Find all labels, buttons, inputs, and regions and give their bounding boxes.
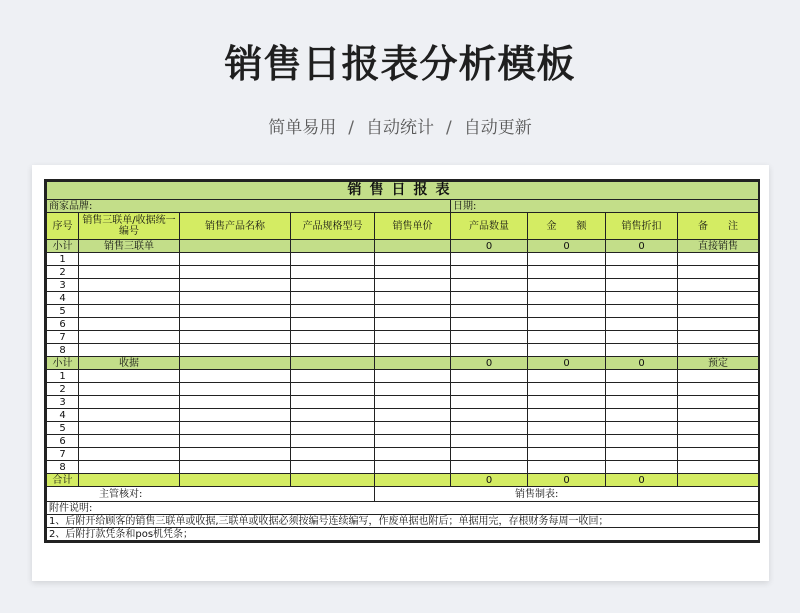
data-cell[interactable] [291,344,375,357]
data-cell[interactable] [375,318,451,331]
data-cell[interactable] [451,318,528,331]
signature-row [47,487,759,502]
data-cell[interactable] [180,448,291,461]
subtotal-quantity: 0 [451,240,528,253]
total-row [47,474,759,487]
data-cell[interactable] [678,253,759,266]
data-cell[interactable] [528,344,606,357]
data-cell[interactable] [79,305,180,318]
data-cell[interactable] [180,409,291,422]
table-row [47,383,759,396]
data-cell[interactable] [606,331,678,344]
row-number: 1 [47,253,79,266]
data-cell[interactable] [291,448,375,461]
subtotal-row [47,240,759,253]
cell[interactable] [375,474,451,487]
data-cell[interactable] [79,266,180,279]
row-number: 7 [47,331,79,344]
data-cell[interactable] [678,292,759,305]
data-cell[interactable] [375,292,451,305]
data-cell[interactable] [291,331,375,344]
data-cell[interactable] [291,318,375,331]
data-cell[interactable] [528,435,606,448]
data-cell[interactable] [180,422,291,435]
data-cell[interactable] [180,331,291,344]
subtotal-quantity: 0 [451,357,528,370]
data-cell[interactable] [291,409,375,422]
data-cell[interactable] [678,409,759,422]
date-label: 日期: [451,200,759,213]
note-row [47,528,759,541]
data-cell[interactable] [375,422,451,435]
data-cell[interactable] [678,461,759,474]
data-cell[interactable] [291,435,375,448]
data-cell[interactable] [451,279,528,292]
cell[interactable] [180,357,291,370]
row-number: 7 [47,448,79,461]
data-cell[interactable] [180,396,291,409]
column-header: 销售产品名称 [180,213,291,240]
data-cell[interactable] [375,435,451,448]
data-cell[interactable] [451,396,528,409]
data-cell[interactable] [528,409,606,422]
cell[interactable] [79,474,180,487]
data-cell[interactable] [606,396,678,409]
data-cell[interactable] [678,305,759,318]
subtitle-item: 自动更新 [463,118,532,138]
data-cell[interactable] [451,344,528,357]
data-cell[interactable] [451,435,528,448]
data-cell[interactable] [375,370,451,383]
row-number: 2 [47,266,79,279]
cell[interactable] [291,474,375,487]
data-cell[interactable] [606,422,678,435]
data-cell[interactable] [180,318,291,331]
section-name: 销售三联单 [79,240,180,253]
data-cell[interactable] [291,396,375,409]
note-row [47,515,759,528]
data-cell[interactable] [375,305,451,318]
table-row [47,370,759,383]
data-cell[interactable] [678,279,759,292]
data-cell[interactable] [291,292,375,305]
data-cell[interactable] [451,292,528,305]
total-amount: 0 [528,474,606,487]
row-number: 5 [47,422,79,435]
data-cell[interactable] [79,370,180,383]
row-number: 6 [47,435,79,448]
data-cell[interactable] [678,448,759,461]
section-note: 预定 [678,357,759,370]
data-cell[interactable] [291,279,375,292]
data-cell[interactable] [375,266,451,279]
data-cell[interactable] [180,461,291,474]
data-cell[interactable] [528,305,606,318]
subtotal-label: 小计 [47,357,79,370]
subtitle-item: 简单易用 [268,118,337,138]
data-cell[interactable] [180,435,291,448]
data-cell[interactable] [606,435,678,448]
data-cell[interactable] [606,383,678,396]
table-row [47,292,759,305]
data-cell[interactable] [451,370,528,383]
table-row [47,396,759,409]
column-header: 序号 [47,213,79,240]
data-cell[interactable] [451,266,528,279]
data-cell[interactable] [451,331,528,344]
row-number: 4 [47,292,79,305]
cell[interactable] [180,240,291,253]
subtotal-row [47,357,759,370]
data-cell[interactable] [79,448,180,461]
cell[interactable] [375,357,451,370]
table-row [47,318,759,331]
data-cell[interactable] [451,409,528,422]
data-cell[interactable] [79,422,180,435]
table-row [47,409,759,422]
cell[interactable] [375,240,451,253]
report-table [46,181,759,541]
subtotal-label: 小计 [47,240,79,253]
merchant-date-row [47,200,759,213]
subtotal-discount: 0 [606,240,678,253]
data-cell[interactable] [528,383,606,396]
data-cell[interactable] [375,279,451,292]
data-cell[interactable] [451,253,528,266]
table-row [47,253,759,266]
data-cell[interactable] [79,253,180,266]
notes-title-row [47,502,759,515]
subtitle-separator: / [446,118,452,138]
table-row [47,344,759,357]
subtotal-amount: 0 [528,357,606,370]
cell[interactable] [291,357,375,370]
data-cell[interactable] [79,292,180,305]
data-cell[interactable] [79,396,180,409]
column-header: 产品规格型号 [291,213,375,240]
column-header: 销售三联单/收据统一编号 [79,213,180,240]
data-cell[interactable] [451,383,528,396]
data-cell[interactable] [528,396,606,409]
data-cell[interactable] [375,448,451,461]
data-cell[interactable] [451,448,528,461]
data-cell[interactable] [606,253,678,266]
row-number: 3 [47,396,79,409]
report-sheet [44,179,760,543]
data-cell[interactable] [375,461,451,474]
subtitle-separator: / [348,118,354,138]
row-number: 1 [47,370,79,383]
report-card [32,165,769,581]
table-row [47,448,759,461]
data-cell[interactable] [375,344,451,357]
table-row [47,266,759,279]
data-cell[interactable] [180,253,291,266]
data-cell[interactable] [528,422,606,435]
section-note: 直接销售 [678,240,759,253]
section-name: 收据 [79,357,180,370]
data-cell[interactable] [451,422,528,435]
table-row [47,422,759,435]
total-discount: 0 [606,474,678,487]
data-cell[interactable] [79,344,180,357]
table-row [47,435,759,448]
data-cell[interactable] [606,318,678,331]
subtitle-item: 自动统计 [366,118,434,138]
data-cell[interactable] [79,461,180,474]
data-cell[interactable] [291,422,375,435]
subtotal-amount: 0 [528,240,606,253]
notes-title: 附件说明: [47,502,759,515]
data-cell[interactable] [180,344,291,357]
data-cell[interactable] [451,461,528,474]
data-cell[interactable] [375,331,451,344]
data-cell[interactable] [375,383,451,396]
data-cell[interactable] [180,370,291,383]
cell[interactable] [291,240,375,253]
data-cell[interactable] [606,461,678,474]
row-number: 6 [47,318,79,331]
data-cell[interactable] [528,292,606,305]
merchant-label: 商家品牌: [47,200,451,213]
data-cell[interactable] [375,253,451,266]
data-cell[interactable] [606,409,678,422]
table-row [47,331,759,344]
column-header: 销售单价 [375,213,451,240]
table-row [47,461,759,474]
row-number: 8 [47,344,79,357]
data-cell[interactable] [291,370,375,383]
data-cell[interactable] [606,305,678,318]
cell[interactable] [678,474,759,487]
data-cell[interactable] [375,409,451,422]
cell[interactable] [180,474,291,487]
report-title-row [47,182,759,200]
data-cell[interactable] [528,266,606,279]
table-row [47,279,759,292]
data-cell[interactable] [678,383,759,396]
data-cell[interactable] [678,318,759,331]
data-cell[interactable] [79,279,180,292]
data-cell[interactable] [528,279,606,292]
data-cell[interactable] [528,253,606,266]
row-number: 8 [47,461,79,474]
data-cell[interactable] [606,266,678,279]
data-cell[interactable] [528,370,606,383]
data-cell[interactable] [528,331,606,344]
data-cell[interactable] [528,318,606,331]
total-label: 合计 [47,474,79,487]
data-cell[interactable] [79,409,180,422]
column-header: 金 额 [528,213,606,240]
data-cell[interactable] [451,305,528,318]
data-cell[interactable] [606,448,678,461]
page-title: 销售日报表分析模板 [224,42,576,86]
data-cell[interactable] [180,292,291,305]
data-cell[interactable] [528,448,606,461]
data-cell[interactable] [678,370,759,383]
data-cell[interactable] [678,396,759,409]
column-header: 备 注 [678,213,759,240]
column-header: 产品数量 [451,213,528,240]
data-cell[interactable] [606,292,678,305]
report-title: 销售日报表 [47,182,759,200]
data-cell[interactable] [375,396,451,409]
data-cell[interactable] [291,305,375,318]
data-cell[interactable] [678,435,759,448]
total-quantity: 0 [451,474,528,487]
data-cell[interactable] [291,461,375,474]
data-cell[interactable] [180,279,291,292]
data-cell[interactable] [606,279,678,292]
data-cell[interactable] [678,266,759,279]
data-cell[interactable] [180,266,291,279]
row-number: 2 [47,383,79,396]
note-text: 2、后附打款凭条和pos机凭条； [47,528,759,541]
data-cell[interactable] [291,266,375,279]
row-number: 4 [47,409,79,422]
data-cell[interactable] [606,344,678,357]
data-cell[interactable] [291,253,375,266]
row-number: 5 [47,305,79,318]
subtotal-discount: 0 [606,357,678,370]
column-header-row [47,213,759,240]
data-cell[interactable] [79,383,180,396]
data-cell[interactable] [678,331,759,344]
column-header: 销售折扣 [606,213,678,240]
data-cell[interactable] [79,435,180,448]
row-number: 3 [47,279,79,292]
data-cell[interactable] [528,461,606,474]
data-cell[interactable] [79,331,180,344]
supervisor-label: 主管核对: [47,487,375,502]
data-cell[interactable] [79,318,180,331]
table-row [47,305,759,318]
data-cell[interactable] [678,422,759,435]
data-cell[interactable] [180,305,291,318]
data-cell[interactable] [180,383,291,396]
data-cell[interactable] [678,344,759,357]
preparer-label: 销售制表: [375,487,759,502]
page-subtitle [0,113,800,138]
note-text: 1、后附开给顾客的销售三联单或收据,三联单或收据必须按编号连续编写，作废单据也附后；单据用完，存根财务每周一收回； [47,515,759,528]
data-cell[interactable] [606,370,678,383]
data-cell[interactable] [291,383,375,396]
